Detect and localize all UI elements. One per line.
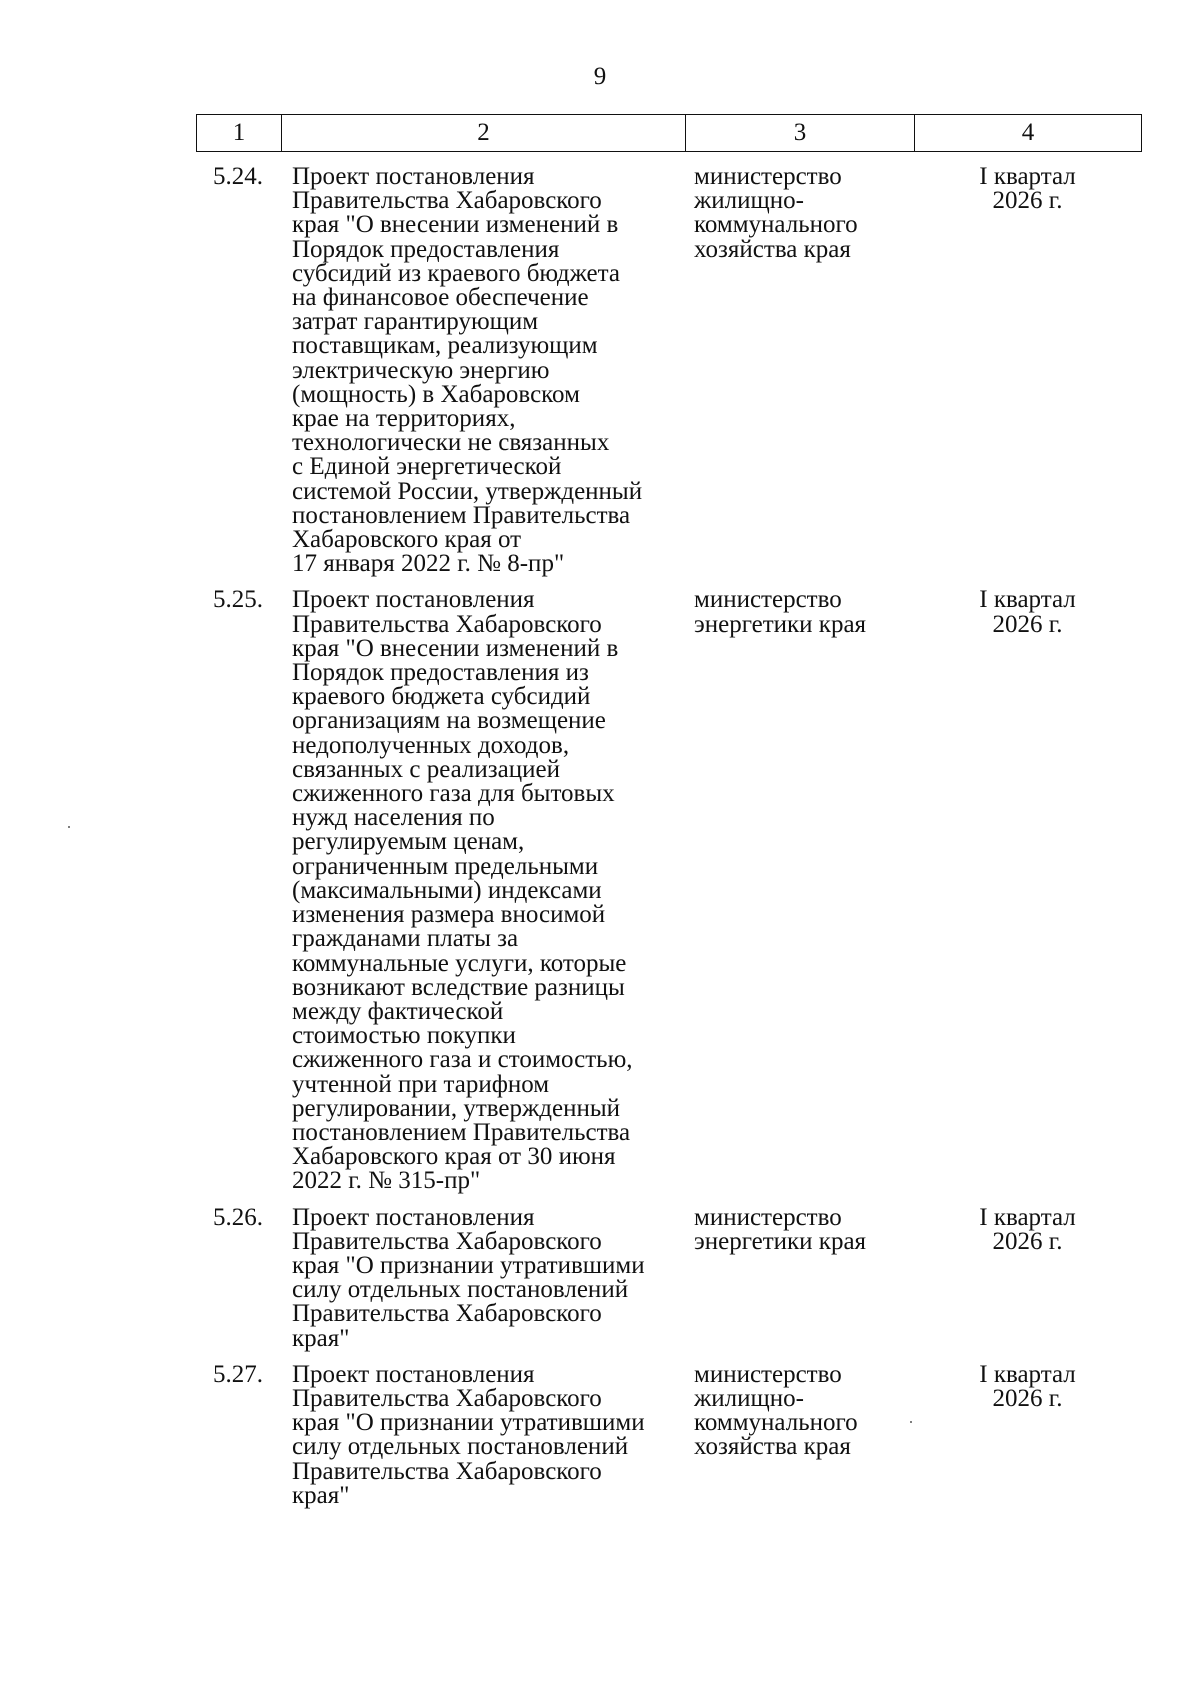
title-line: Проект постановления	[292, 163, 535, 190]
title-line: Проект постановления	[292, 586, 535, 614]
title-line: крае на территориях,	[292, 405, 516, 433]
responsible-line: министерство	[694, 163, 842, 190]
row-number: 5.26.	[213, 1203, 263, 1231]
responsible-line: коммунального	[694, 1409, 858, 1437]
title-line: возникают вследствие разницы	[292, 973, 625, 1001]
header-col-4: 4	[914, 115, 1141, 151]
title-line: Порядок предоставления	[292, 235, 560, 263]
title-line: Правительства Хабаровского	[292, 1384, 602, 1412]
title-line: системой России, утвержденный	[292, 477, 643, 505]
title-line: сжиженного газа и стоимостью,	[292, 1046, 633, 1074]
title-line: нужд населения по	[292, 804, 495, 832]
title-line: ограниченным предельными	[292, 852, 599, 880]
deadline-line: I квартал	[979, 1203, 1076, 1231]
title-line: технологически не связанных	[292, 429, 610, 457]
scan-speck	[910, 1421, 912, 1423]
scan-speck	[68, 826, 70, 828]
table-header	[196, 114, 1142, 152]
title-line: краевого бюджета субсидий	[292, 683, 591, 711]
title-line: Порядок предоставления из	[292, 659, 589, 687]
header-col-3: 3	[685, 115, 914, 151]
title-line: недополученных доходов,	[292, 731, 570, 759]
title-line: Проект постановления	[292, 1360, 535, 1388]
title-line: силу отдельных постановлений	[292, 1276, 629, 1304]
responsible-line: хозяйства края	[694, 235, 851, 263]
title-line: Правительства Хабаровского	[292, 187, 602, 215]
title-line: Проект постановления	[292, 1203, 535, 1231]
title-line: стоимостью покупки	[292, 1022, 516, 1050]
row-title	[280, 165, 684, 576]
table-row	[196, 588, 1142, 1193]
responsible-line: коммунального	[694, 211, 858, 239]
responsible-line: энергетики края	[694, 1227, 867, 1255]
responsible-line: министерство	[694, 586, 842, 614]
title-line: организациям на возмещение	[292, 707, 606, 735]
title-line: (максимальными) индексами	[292, 876, 602, 904]
row-responsible	[684, 588, 913, 1193]
title-line: учтенной при тарифном	[292, 1070, 550, 1098]
title-line: Правительства Хабаровского	[292, 1227, 602, 1255]
title-line: края "О признании утратившими	[292, 1409, 645, 1437]
responsible-line: жилищно-	[694, 187, 804, 215]
title-line: постановлением Правительства	[292, 1118, 631, 1146]
row-deadline	[913, 1203, 1142, 1351]
title-line: Хабаровского края от	[292, 526, 522, 554]
title-line: сжиженного газа для бытовых	[292, 780, 615, 808]
responsible-line: министерство	[694, 1360, 842, 1388]
responsible-line: министерство	[694, 1203, 842, 1231]
title-line: электрическую энергию	[292, 356, 550, 384]
title-line: затрат гарантирующим	[292, 308, 539, 336]
title-line: связанных с реализацией	[292, 755, 560, 783]
row-responsible	[684, 165, 913, 576]
title-line: изменения размера вносимой	[292, 901, 606, 929]
responsible-line: хозяйства края	[694, 1433, 851, 1461]
table-body	[196, 165, 1142, 1520]
title-line: коммунальные услуги, которые	[292, 949, 627, 977]
title-line: края "О внесении изменений в	[292, 634, 619, 662]
row-deadline	[913, 588, 1142, 1193]
row-title	[280, 588, 684, 1193]
row-deadline	[913, 165, 1142, 576]
header-col-2: 2	[281, 115, 685, 151]
row-deadline	[913, 1360, 1142, 1508]
title-line: регулировании, утвержденный	[292, 1094, 621, 1122]
deadline-line: I квартал	[979, 163, 1076, 190]
deadline-line: 2026 г.	[992, 187, 1063, 215]
deadline-line: 2026 г.	[992, 1227, 1063, 1255]
title-line: с Единой энергетической	[292, 453, 562, 481]
title-line: регулируемым ценам,	[292, 828, 525, 856]
row-number: 5.24.	[213, 163, 263, 190]
title-line: Хабаровского края от 30 июня	[292, 1143, 616, 1171]
header-col-1: 1	[232, 119, 246, 146]
deadline-line: 2026 г.	[992, 1384, 1063, 1412]
title-line: 2022 г. № 315-пр"	[292, 1167, 481, 1195]
title-line: края"	[292, 1324, 350, 1352]
title-line: субсидий из краевого бюджета	[292, 259, 620, 287]
title-line: края "О признании утратившими	[292, 1251, 645, 1279]
row-number: 5.25.	[213, 586, 263, 614]
title-line: (мощность) в Хабаровском	[292, 380, 580, 408]
title-line: постановлением Правительства	[292, 501, 631, 529]
title-line: между фактической	[292, 997, 504, 1025]
title-line: гражданами платы за	[292, 925, 519, 953]
title-line: Правительства Хабаровского	[292, 1300, 602, 1328]
table-row	[196, 165, 1142, 576]
deadline-line: 2026 г.	[992, 610, 1063, 638]
title-line: Правительства Хабаровского	[292, 610, 602, 638]
deadline-line: I квартал	[979, 1360, 1076, 1388]
table-row	[196, 1203, 1142, 1352]
responsible-line: жилищно-	[694, 1384, 804, 1412]
title-line: силу отдельных постановлений	[292, 1433, 629, 1461]
row-title	[280, 1203, 684, 1352]
row-responsible	[684, 1360, 913, 1508]
title-line: края "О внесении изменений в	[292, 211, 619, 239]
title-line: 17 января 2022 г. № 8-пр"	[292, 550, 565, 578]
title-line: края"	[292, 1481, 350, 1509]
row-title	[280, 1360, 684, 1509]
deadline-line: I квартал	[979, 586, 1076, 614]
title-line: поставщикам, реализующим	[292, 332, 598, 360]
title-line: Правительства Хабаровского	[292, 1457, 602, 1485]
row-number: 5.27.	[213, 1360, 263, 1388]
page-number: 9	[593, 63, 607, 90]
title-line: на финансовое обеспечение	[292, 284, 589, 312]
responsible-line: энергетики края	[694, 610, 867, 638]
row-responsible	[684, 1203, 913, 1351]
table-row	[196, 1360, 1142, 1509]
